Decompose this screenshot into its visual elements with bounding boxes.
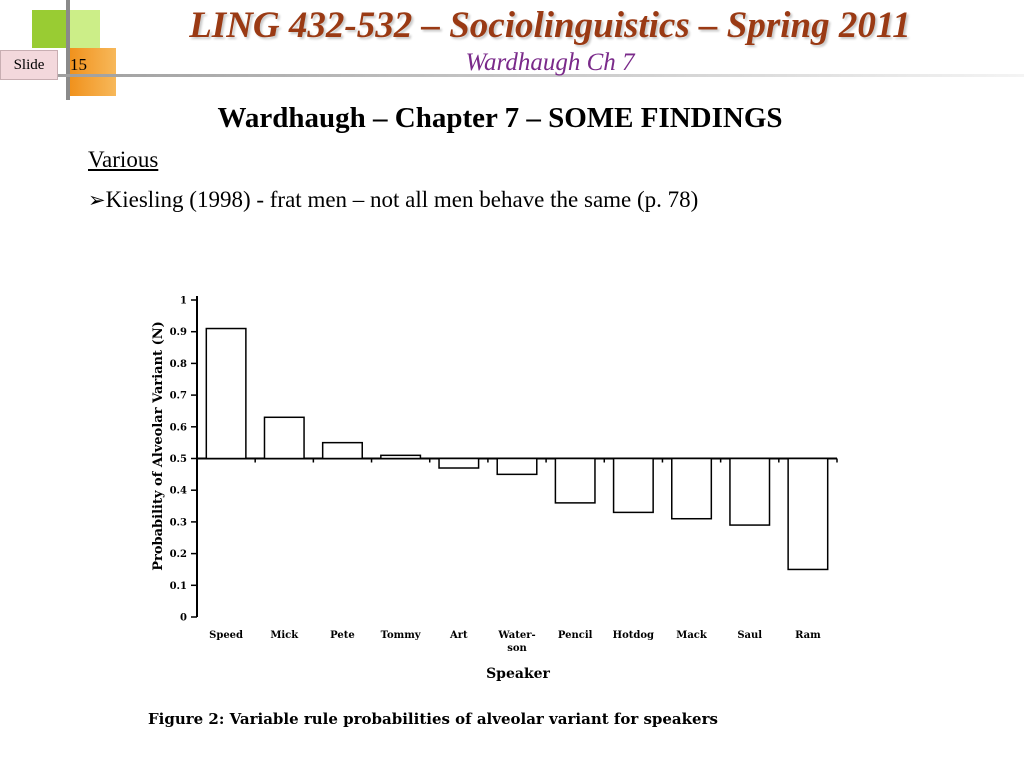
category-label-line: Tommy <box>380 630 421 641</box>
y-tick-label: 0.3 <box>169 517 187 529</box>
slide-label: Slide <box>0 50 58 80</box>
figure-caption: Figure 2: Variable rule probabilities of alveolar variant for speakers <box>148 710 718 728</box>
bar <box>439 459 479 469</box>
bar-chart <box>140 286 870 736</box>
y-tick-label: 0.7 <box>169 390 187 402</box>
x-axis-label: Speaker <box>486 666 550 682</box>
decor-vertical-line <box>66 0 70 100</box>
category-label-line: son <box>507 643 527 654</box>
y-axis <box>170 296 197 624</box>
category-label-line: Pete <box>330 630 355 641</box>
bar <box>497 459 537 475</box>
category-labels <box>209 630 821 654</box>
course-title: LING 432-532 – Sociolinguistics – Spring 2011 <box>189 5 911 46</box>
category-label <box>558 630 593 641</box>
category-label <box>381 630 422 641</box>
y-tick-label: 0.9 <box>169 327 187 339</box>
slide-number: 15 <box>70 55 87 74</box>
y-tick-label: 0.1 <box>169 580 187 592</box>
bullet-item <box>88 187 698 213</box>
bar <box>264 417 304 458</box>
bars <box>206 329 827 570</box>
category-label <box>737 630 762 641</box>
section-label: Various <box>88 147 159 172</box>
category-label <box>497 630 535 654</box>
bar <box>788 459 828 570</box>
y-tick-label: 0.2 <box>169 549 187 561</box>
decor-green-square <box>32 10 68 48</box>
category-label-line: Saul <box>737 630 763 641</box>
bar <box>672 459 712 519</box>
category-label-line: Pencil <box>557 630 593 641</box>
bar <box>555 459 595 503</box>
category-label <box>270 630 299 641</box>
bar <box>206 329 246 459</box>
category-label-line: Speed <box>209 630 244 641</box>
bar <box>614 459 654 513</box>
category-label-line: Mick <box>270 630 299 641</box>
category-label <box>449 630 468 641</box>
category-label-line: Mack <box>676 630 707 641</box>
slide-heading: Wardhaugh – Chapter 7 – SOME FINDINGS <box>217 102 783 134</box>
category-label <box>330 630 355 641</box>
category-label-line: Art <box>449 630 468 641</box>
y-tick-label: 1 <box>180 295 187 307</box>
category-label-line: Ram <box>795 630 821 641</box>
bar <box>730 459 770 526</box>
y-tick-label: 0.5 <box>169 454 187 465</box>
category-label <box>676 630 708 641</box>
bullet-arrow-icon: ➢ <box>88 188 106 212</box>
category-label-line: Hotdog <box>612 630 655 641</box>
bar <box>381 455 421 458</box>
category-label <box>613 630 654 641</box>
category-label-line: Water- <box>498 630 536 641</box>
y-axis-label: Probability of Alveolar Variant (N) <box>151 321 166 571</box>
category-label <box>795 630 821 641</box>
y-tick-label: 0 <box>180 612 187 624</box>
category-label <box>209 630 243 641</box>
course-subtitle: Wardhaugh Ch 7 <box>465 49 635 76</box>
decor-yellow-square <box>68 10 100 48</box>
y-tick-label: 0.4 <box>169 485 187 497</box>
bullet-text: Kiesling (1998) - frat men – not all men behave the same (p. 78) <box>105 187 699 212</box>
bar <box>323 443 363 459</box>
y-tick-label: 0.6 <box>169 422 187 434</box>
y-tick-label: 0.8 <box>169 358 187 370</box>
